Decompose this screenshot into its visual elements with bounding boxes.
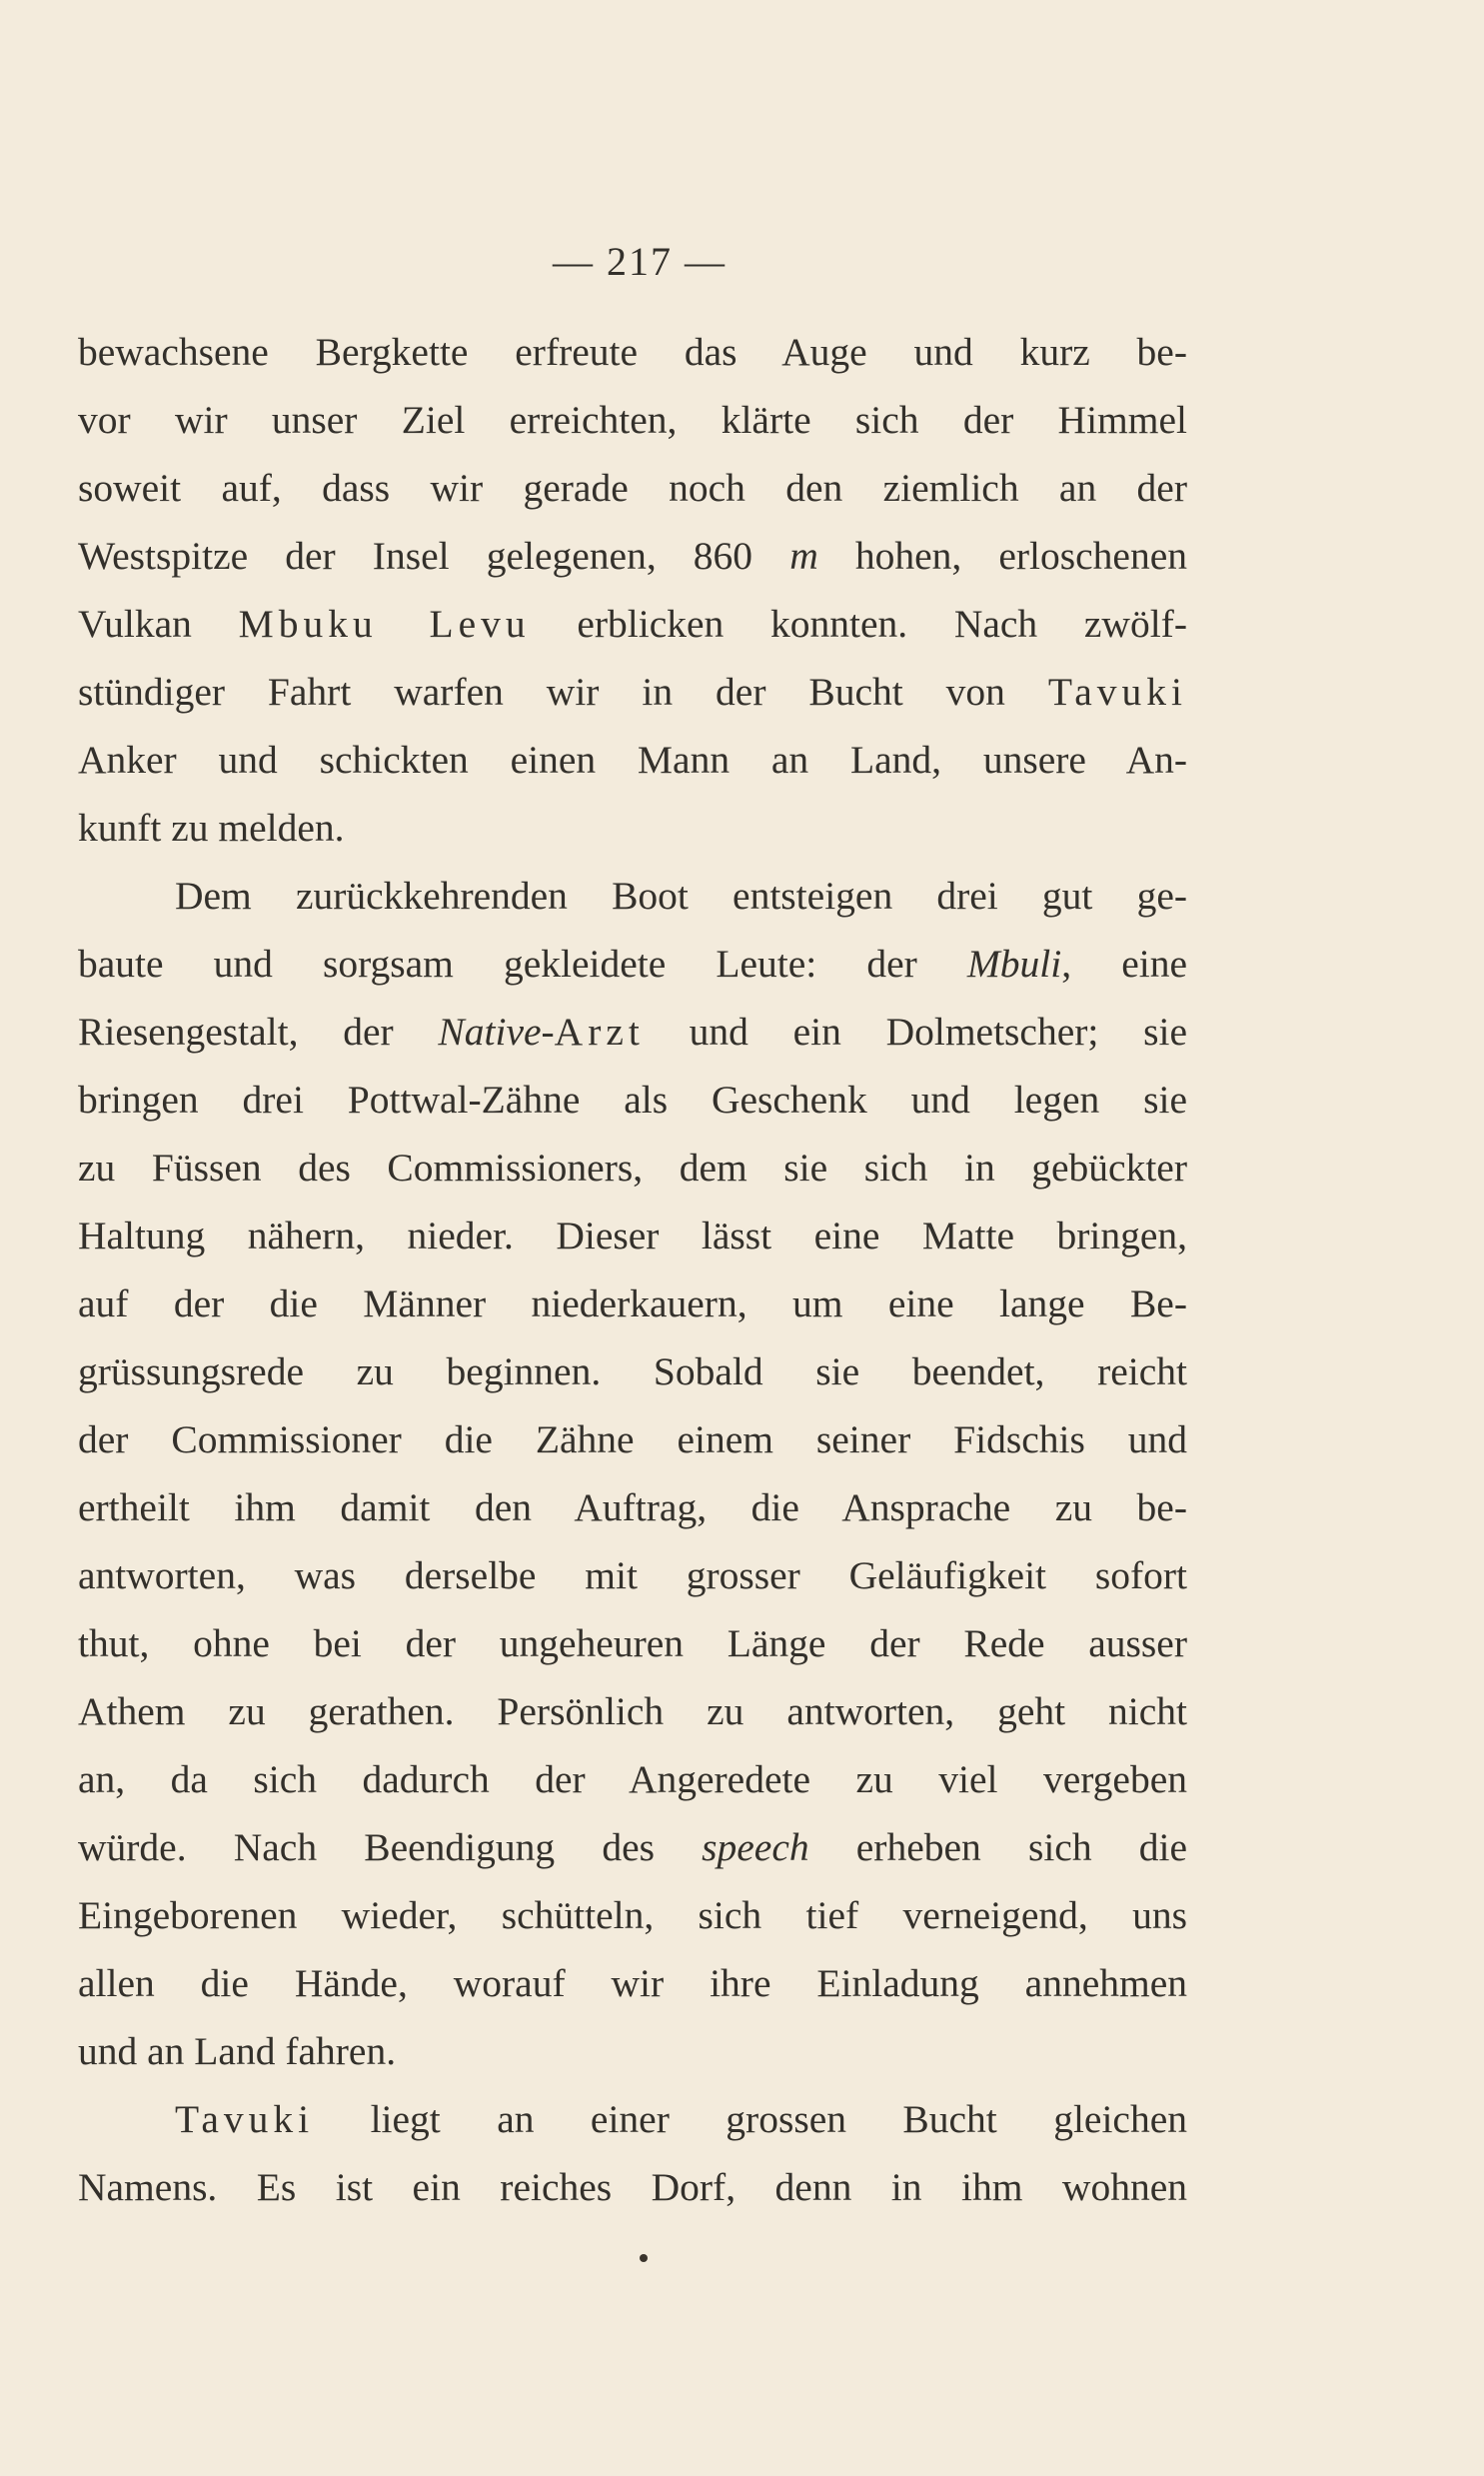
text-line [78, 794, 1187, 862]
text-line [78, 1745, 1187, 1813]
text-run: und ein Dolmetscher; sie [644, 1010, 1187, 1054]
text-run: grüssungsrede zu beginnen. Sobald sie beendet, reicht [78, 1349, 1187, 1393]
text-line [78, 1609, 1187, 1677]
text-line [78, 1066, 1187, 1134]
text-run: Haltung nähern, nieder. Dieser lässt eine Matte bringen, [78, 1214, 1187, 1257]
text-run: erblicken konnten. Nach zwölf- [530, 602, 1187, 646]
text-run: - [541, 1010, 555, 1054]
italic-term: speech [702, 1825, 809, 1869]
text-run: , eine [1061, 942, 1188, 986]
text-run: würde. Nach Beendigung des [78, 1825, 703, 1869]
text-run: kunft zu melden. [78, 806, 345, 850]
text-run: Vulkan [78, 602, 239, 646]
page-number: — 217 — [553, 239, 727, 284]
text-line [78, 1677, 1187, 1745]
text-line [78, 1337, 1187, 1405]
ink-speck [640, 2254, 648, 2262]
text-line [78, 1269, 1187, 1337]
text-line [78, 1881, 1187, 1949]
text-run: soweit auf, dass wir gerade noch den ziemlich an der [78, 466, 1187, 510]
text-run: an, da sich dadurch der Angeredete zu viel vergeben [78, 1757, 1187, 1801]
text-run: zu Füssen des Commissioners, dem sie sich in gebückter [78, 1146, 1187, 1190]
text-line [78, 1405, 1187, 1473]
text-run: Riesengestalt, der [78, 1010, 439, 1054]
text-line [78, 726, 1187, 794]
text-line [78, 1202, 1187, 1269]
text-line [78, 590, 1187, 658]
text-run: liegt an einer grossen Bucht gleichen [314, 2097, 1187, 2141]
italic-term: Mbuli [966, 942, 1062, 986]
text-line [78, 1541, 1187, 1609]
text-run: stündiger Fahrt warfen wir in der Bucht von [78, 670, 1048, 714]
spaced-name: Mbuku Levu [238, 602, 531, 646]
text-line [78, 2085, 1187, 2153]
text-run: bringen drei Pottwal-Zähne als Geschenk und legen sie [78, 1078, 1187, 1122]
text-line [78, 386, 1187, 454]
text-line [78, 454, 1187, 522]
text-run: bewachsene Bergkette erfreute das Auge und kurz be- [78, 330, 1187, 374]
italic-term: m [789, 534, 818, 578]
text-run: Eingeborenen wieder, schütteln, sich tief verneigend, uns [78, 1893, 1187, 1937]
text-run: baute und sorgsam gekleidete Leute: der [78, 942, 967, 986]
text-line [78, 1949, 1187, 2017]
text-run: Westspitze der Insel gelegenen, 860 [78, 534, 790, 578]
text-run: Athem zu gerathen. Persönlich zu antworten, geht nicht [78, 1689, 1187, 1733]
text-run: erheben sich die [808, 1825, 1187, 1869]
text-line [78, 862, 1187, 930]
text-run: vor wir unser Ziel erreichten, klärte sich der Himmel [78, 398, 1187, 442]
text-run: hohen, erloschenen [817, 534, 1187, 578]
italic-term: Native [438, 1010, 542, 1054]
text-run: allen die Hände, worauf wir ihre Einladung annehmen [78, 1961, 1187, 2005]
text-line [78, 2153, 1187, 2221]
text-run: auf der die Männer niederkauern, um eine lange Be- [78, 1281, 1187, 1325]
text-run: ertheilt ihm damit den Auftrag, die Ansprache zu be- [78, 1485, 1187, 1529]
text-run: und an Land fahren. [78, 2029, 397, 2073]
spaced-name: Tavuki [175, 2097, 315, 2141]
text-line [78, 930, 1187, 998]
text-run: Anker und schickten einen Mann an Land, unsere An- [78, 738, 1187, 782]
text-line [78, 1473, 1187, 1541]
text-run: thut, ohne bei der ungeheuren Länge der Rede ausser [78, 1621, 1187, 1665]
text-run: antworten, was derselbe mit grosser Geläufigkeit sofort [78, 1553, 1187, 1597]
text-run: der Commissioner die Zähne einem seiner Fidschis und [78, 1417, 1187, 1461]
text-run: Namens. Es ist ein reiches Dorf, denn in ihm wohnen [78, 2165, 1187, 2209]
spaced-name: Tavuki [1047, 670, 1187, 714]
text-line [78, 318, 1187, 386]
text-line [78, 658, 1187, 726]
text-line [78, 1813, 1187, 1881]
text-line [78, 1134, 1187, 1202]
text-line [78, 522, 1187, 590]
text-run: Dem zurückkehrenden Boot entsteigen drei gut ge- [175, 874, 1187, 918]
text-line [78, 2017, 1187, 2085]
text-line [78, 998, 1187, 1066]
spaced-name: Arzt [554, 1010, 645, 1054]
